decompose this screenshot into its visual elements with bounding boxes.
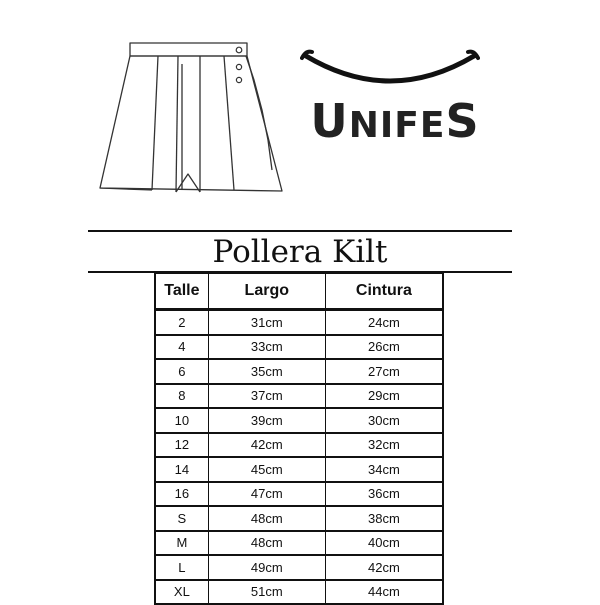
title-top-rule (88, 230, 512, 232)
header-cintura: Cintura (326, 274, 442, 311)
cell-cintura: 44cm (326, 581, 442, 605)
table-row (156, 336, 442, 361)
cell-largo: 37cm (209, 385, 326, 410)
cell-talle: 4 (156, 336, 209, 361)
header-largo: Largo (209, 274, 326, 311)
page-title: Pollera Kilt (0, 233, 600, 271)
cell-talle: 12 (156, 434, 209, 459)
table-row (156, 360, 442, 385)
cell-talle: S (156, 507, 209, 532)
cell-cintura: 40cm (326, 532, 442, 557)
logo-last-letter: S (445, 94, 479, 148)
cell-largo: 31cm (209, 311, 326, 336)
cell-largo: 48cm (209, 532, 326, 557)
cell-talle: L (156, 556, 209, 581)
cell-talle: XL (156, 581, 209, 605)
cell-largo: 42cm (209, 434, 326, 459)
logo-wordmark (292, 98, 498, 144)
cell-cintura: 24cm (326, 311, 442, 336)
table-row (156, 458, 442, 483)
cell-largo: 39cm (209, 409, 326, 434)
table-row (156, 532, 442, 557)
table-row (156, 385, 442, 410)
table-row (156, 311, 442, 336)
cell-cintura: 32cm (326, 434, 442, 459)
cell-talle: 16 (156, 483, 209, 508)
table-header-row (156, 274, 442, 311)
table-row (156, 581, 442, 605)
cell-talle: 8 (156, 385, 209, 410)
logo-middle-letters: NIFE (349, 105, 446, 146)
unifes-logo (292, 44, 498, 164)
cell-largo: 45cm (209, 458, 326, 483)
kilt-skirt-illustration (96, 40, 286, 200)
cell-largo: 47cm (209, 483, 326, 508)
header-talle: Talle (156, 274, 209, 311)
table-row (156, 483, 442, 508)
size-chart-table (154, 272, 444, 605)
cell-cintura: 38cm (326, 507, 442, 532)
cell-talle: M (156, 532, 209, 557)
cell-cintura: 26cm (326, 336, 442, 361)
cell-largo: 49cm (209, 556, 326, 581)
cell-talle: 10 (156, 409, 209, 434)
logo-first-letter: U (310, 94, 348, 148)
table-row (156, 409, 442, 434)
cell-cintura: 27cm (326, 360, 442, 385)
smile-logo-icon (300, 44, 480, 94)
cell-cintura: 29cm (326, 385, 442, 410)
cell-cintura: 36cm (326, 483, 442, 508)
cell-talle: 2 (156, 311, 209, 336)
table-row (156, 434, 442, 459)
cell-talle: 6 (156, 360, 209, 385)
cell-largo: 33cm (209, 336, 326, 361)
cell-talle: 14 (156, 458, 209, 483)
cell-cintura: 34cm (326, 458, 442, 483)
cell-largo: 48cm (209, 507, 326, 532)
table-row (156, 556, 442, 581)
cell-largo: 51cm (209, 581, 326, 605)
table-row (156, 507, 442, 532)
cell-cintura: 30cm (326, 409, 442, 434)
cell-largo: 35cm (209, 360, 326, 385)
cell-cintura: 42cm (326, 556, 442, 581)
